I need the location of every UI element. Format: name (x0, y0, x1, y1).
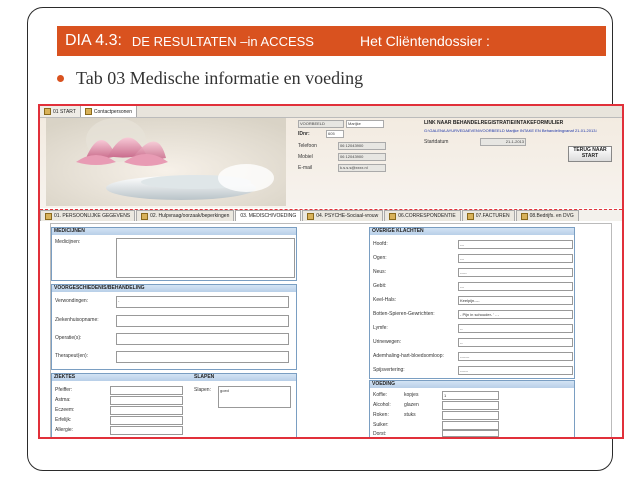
tab-bedrijfs-dvg[interactable] (516, 210, 579, 221)
klacht-label: Neus: (373, 269, 387, 275)
ziekte-label: Allergie: (55, 427, 74, 433)
history-section (51, 284, 297, 370)
ziekte-label: Erfelijk: (55, 417, 72, 423)
ziekte-label: Eczeem: (55, 407, 75, 413)
tab-label: 04. PSYCHE-Sociaal-vrouw (316, 213, 379, 219)
klacht-field[interactable]: - Pijn in schouder- ' - - (458, 310, 573, 319)
link-title: LINK NAAR BEHANDELREGISTRATIE/INTAKEFORMULIER (424, 120, 564, 126)
history-label: Ziekenhuisopname: (55, 317, 99, 323)
form-icon (85, 108, 92, 115)
tab-psyche[interactable] (302, 210, 383, 221)
voeding-unit: stuks (404, 412, 416, 418)
voeding-header: VOEDING (370, 381, 574, 388)
medisch-panel (50, 223, 612, 439)
form-icon (389, 213, 396, 220)
slapen-field[interactable]: goed (218, 386, 291, 408)
voeding-section (369, 380, 575, 439)
back-to-start-button[interactable]: TERUG NAAR START (568, 146, 612, 162)
voeding-label: Roken: (373, 412, 389, 418)
tab-label: 03. MEDISCH/VOEDING (240, 213, 297, 219)
voeding-label: Dorst: (373, 431, 387, 437)
medicijnen-label: Medicijnen: (55, 239, 81, 245)
klacht-label: Keel-Hals: (373, 297, 397, 303)
voeding-label: Suiker: (373, 422, 389, 428)
bullet-text: Tab 03 Medische informatie en voeding (76, 68, 364, 88)
email-label: E-mail (298, 165, 313, 171)
access-screenshot (38, 104, 624, 439)
bullet-item (57, 68, 363, 89)
tab-facturen[interactable] (462, 210, 515, 221)
klacht-field[interactable]: --- (458, 282, 573, 291)
top-tab-label: Contactpersonen (93, 108, 132, 115)
mobile-field[interactable]: 06 12043900 (338, 153, 386, 161)
klacht-label: Urinewegen: (373, 339, 402, 345)
voeding-field[interactable] (442, 401, 499, 410)
form-icon (467, 213, 474, 220)
history-field[interactable] (116, 315, 289, 327)
klacht-label: Lymfe: (373, 325, 388, 331)
form-icon (307, 213, 314, 220)
ziekte-field[interactable] (110, 426, 183, 435)
history-label: Therapeut(en): (55, 353, 89, 359)
ziektes-header-bar (52, 374, 296, 381)
klacht-field[interactable]: -- (458, 338, 573, 347)
voeding-label: Alcohol: (373, 402, 391, 408)
bullet-icon (57, 75, 64, 82)
tab-persoonlijke-gegevens[interactable] (40, 210, 135, 221)
phone-field[interactable]: 06 12043900 (338, 142, 386, 150)
form-icon (44, 108, 51, 115)
voeding-unit: glazen (404, 402, 419, 408)
history-field[interactable] (116, 333, 289, 345)
slapen-label: Slapen: (194, 387, 211, 393)
title-bar (57, 26, 606, 56)
klachten-section (369, 227, 575, 379)
klacht-label: Spijsvertering: (373, 367, 405, 373)
medicijnen-section (51, 227, 297, 281)
history-label: Operatie(s): (55, 335, 82, 341)
history-label: Verwondingen: (55, 298, 89, 304)
klacht-field[interactable]: --- (458, 240, 573, 249)
klacht-label: Gebit: (373, 283, 387, 289)
id-label: IDnr: (298, 131, 310, 137)
klacht-field[interactable]: Keelpijn---- (458, 296, 573, 305)
klachten-header: OVERIGE KLACHTEN (370, 228, 574, 235)
voeding-field[interactable] (442, 430, 499, 437)
first-name-field[interactable]: Marijke (346, 120, 384, 128)
email-field[interactable]: k.s.s.s@xxxx.nl (338, 164, 386, 172)
lotus-image (46, 118, 286, 206)
klacht-field[interactable]: --- (458, 254, 573, 263)
klacht-label: Hoofd: (373, 241, 388, 247)
klacht-label: Botten-Spieren-Gewrichten: (373, 311, 435, 317)
voeding-label: Koffie: (373, 392, 388, 398)
history-field[interactable] (116, 351, 289, 363)
ziektes-section (51, 373, 297, 439)
intake-link[interactable]: G:\GALENA AYURVEDAEVEN\VOORBEELD Marijke INTAKE EN Behandelingvanaf 21-01-2013.l (424, 128, 598, 133)
klacht-field[interactable]: -- (458, 324, 573, 333)
form-icon (521, 213, 528, 220)
title-part-3: Het Cliëntendossier : (359, 33, 490, 49)
history-header: VOORGESCHIEDENIS/BEHANDELING (52, 285, 296, 292)
top-tab-label: 01 START (53, 108, 76, 115)
ziekte-label: Astma: (55, 397, 71, 403)
top-tab-bar (40, 106, 622, 118)
voeding-field[interactable] (442, 411, 499, 420)
ziekte-field[interactable] (110, 406, 183, 415)
tab-hulpvraag[interactable] (136, 210, 234, 221)
voeding-field[interactable] (442, 421, 499, 430)
history-field[interactable]: - (116, 296, 289, 308)
client-form (298, 120, 620, 206)
title-part-2: DE RESULTATEN –in ACCESS (131, 33, 314, 49)
ziekte-label: Pfeiffer: (55, 387, 73, 393)
title-part-1: DIA 4.3: (65, 32, 122, 49)
klacht-label: Ogen: (373, 255, 387, 261)
medicijnen-field[interactable] (116, 238, 295, 278)
name-field[interactable]: VOORBEELD (298, 120, 344, 128)
phone-label: Telefoon (298, 143, 317, 149)
top-tab-start[interactable] (40, 106, 81, 117)
id-field[interactable]: 605 (326, 130, 344, 138)
tab-medisch-voeding[interactable] (235, 210, 301, 221)
startdate-field[interactable]: 21-1-2013 (480, 138, 526, 146)
mobile-label: Mobiel (298, 154, 313, 160)
voeding-unit: kopjes (404, 392, 419, 398)
slapen-header: SLAPEN (194, 374, 215, 380)
startdate-label: Startdatum (424, 139, 449, 145)
tab-label: 02. Hulpvraag/oorzaak/beperkingen (150, 213, 230, 219)
klacht-field[interactable]: ------- (458, 352, 573, 361)
tab-label: 06.CORRESPONDENTIE (398, 213, 456, 219)
tab-label: 01. PERSOONLIJKE GEGEVENS (54, 213, 131, 219)
voeding-field[interactable]: 1 (442, 391, 499, 400)
client-header (40, 106, 622, 208)
form-icon (141, 213, 148, 220)
ziektes-header: ZIEKTES (54, 374, 76, 380)
klacht-field[interactable]: ----- (458, 268, 573, 277)
medicijnen-header: MEDICIJNEN (52, 228, 296, 235)
ziekte-field[interactable] (110, 396, 183, 405)
klacht-label: Ademhaling-hart-bloedsomloop: (373, 353, 444, 359)
top-tab-contactpersonen[interactable] (81, 106, 137, 117)
section-tab-bar (40, 209, 622, 221)
ziekte-field[interactable] (110, 416, 183, 425)
ziekte-field[interactable] (110, 386, 183, 395)
tab-label: 07.FACTUREN (475, 213, 510, 219)
form-icon (45, 213, 52, 220)
klacht-field[interactable]: ------ (458, 366, 573, 375)
tab-correspondentie[interactable] (384, 210, 461, 221)
tab-label: 08.Bedrijfs. en DVG (529, 213, 574, 219)
